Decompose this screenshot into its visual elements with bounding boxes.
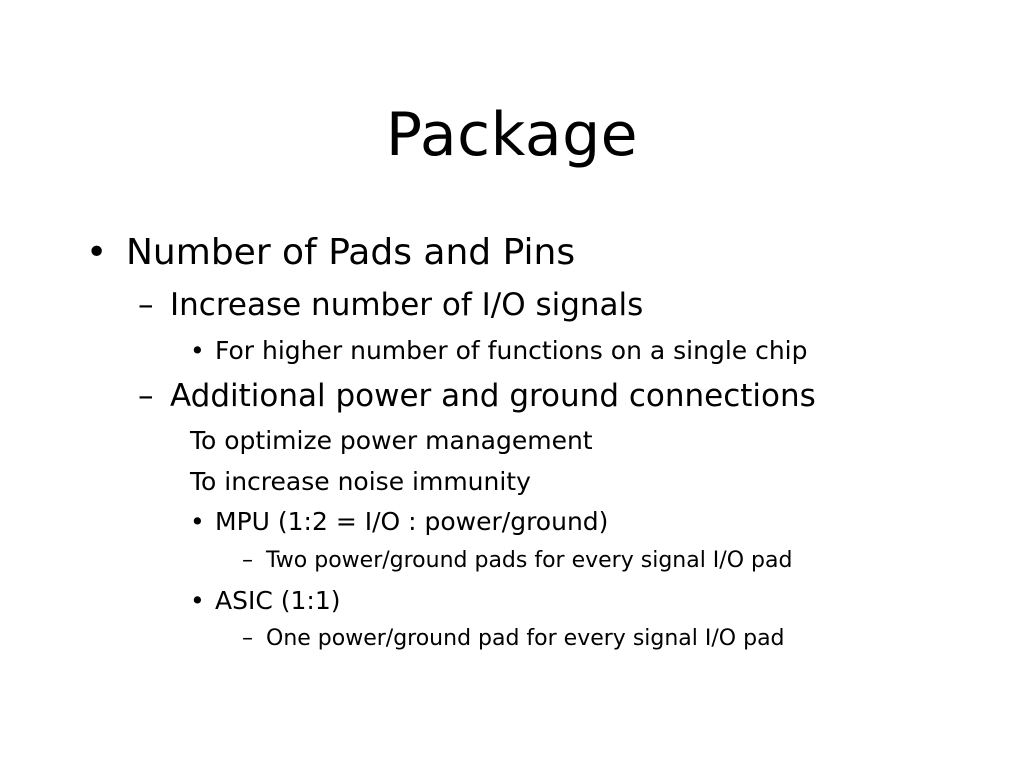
bullet-text: Additional power and ground connections bbox=[170, 378, 816, 414]
bullet-text: MPU (1:2 = I/O : power/ground) bbox=[215, 507, 609, 536]
dash-marker: – bbox=[242, 626, 253, 651]
dash-marker: – bbox=[242, 548, 253, 573]
slide-title: Package bbox=[385, 100, 639, 170]
bullet-text: One power/ground pad for every signal I/O pad bbox=[266, 626, 785, 651]
bullet-text: To increase noise immunity bbox=[190, 467, 531, 496]
bullet-marker: • bbox=[86, 232, 108, 273]
dash-marker: – bbox=[138, 287, 154, 323]
bullet-marker: • bbox=[190, 586, 205, 615]
bullet-text: Two power/ground pads for every signal I/O pad bbox=[266, 548, 793, 573]
bullet-text: To optimize power management bbox=[190, 426, 593, 455]
bullet-text: Increase number of I/O signals bbox=[170, 287, 644, 323]
bullet-marker: • bbox=[190, 507, 205, 536]
bullet-marker: • bbox=[190, 336, 205, 365]
bullet-text: For higher number of functions on a single chip bbox=[215, 336, 808, 365]
bullet-text: ASIC (1:1) bbox=[215, 586, 341, 615]
bullet-text: Number of Pads and Pins bbox=[126, 232, 576, 273]
dash-marker: – bbox=[138, 378, 154, 414]
